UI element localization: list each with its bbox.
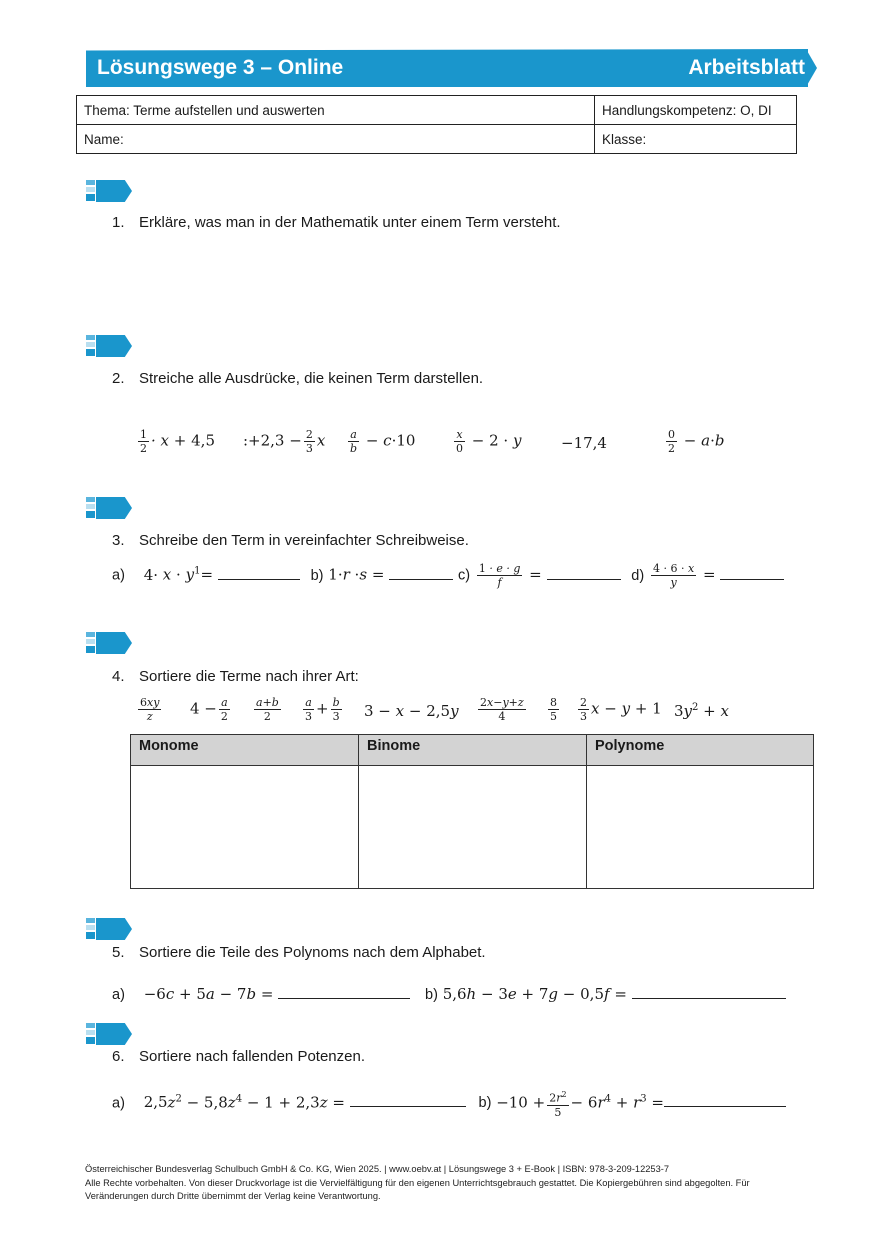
task-text: Erkläre, was man in der Mathematik unter einem Term versteht.	[139, 214, 561, 231]
footer-line-2: Alle Rechte vorbehalten. Von dieser Druckvorlage ist die Vervielfältigung für den eigenen Unterrichtsgebrauch gestattet. Die Kopiergebühren sind abgegolten. Für	[85, 1177, 750, 1188]
task-text: Sortiere die Terme nach ihrer Art:	[139, 668, 359, 685]
term-7: $\frac{8}{5}$	[550, 696, 557, 723]
answer-line[interactable]	[218, 565, 300, 580]
competence-cell: Handlungskompetenz: O, DI	[595, 96, 797, 125]
label-b: b)	[478, 1095, 492, 1112]
answer-line[interactable]	[389, 565, 453, 580]
label-a: a)	[112, 567, 125, 584]
footer-line-3: Veränderungen durch Dritte übernimmt der Verlag keine Verantwortung.	[85, 1191, 381, 1201]
task-6-row: a) $2,5z^2 - 5,8z^4 - 1 + 2,3z = b) -10$ + $\frac{2r^2}{5}$ − $6r^4 + r^3$ =	[112, 1088, 786, 1119]
label-a: a)	[112, 987, 125, 1003]
name-field[interactable]: Name:	[77, 125, 595, 154]
answer-cell-polynome[interactable]	[587, 766, 814, 889]
label-a: a)	[112, 1095, 125, 1112]
banner-arrow-tip	[806, 49, 817, 87]
column-header-monome: Monome	[131, 735, 359, 766]
task-3	[112, 532, 469, 549]
task-marker-icon	[86, 335, 138, 357]
answer-line[interactable]	[547, 565, 621, 580]
term-4: $\frac{a}{3}$ + $\frac{b}{3}$	[305, 696, 340, 723]
term-1: $\frac{6xy}{z}$	[140, 696, 160, 723]
footer	[85, 1163, 805, 1204]
task-marker-icon	[86, 1023, 138, 1045]
task-text: Schreibe den Term in vereinfachter Schreibweise.	[139, 532, 469, 549]
term-8: $\frac{2}{3}$ x − y + 1	[580, 696, 662, 723]
label-b: b)	[310, 567, 324, 584]
sort-table	[130, 734, 814, 889]
task-3-row: a) $4\cdot x \cdot y^1= b$) 1·r ·s = c) $\frac{1 \cdot e \cdot g}{f}$ = d) $\frac{4 \cdot 6 \cdot x}{y}$ =	[112, 562, 784, 589]
expression-1[interactable]: $\frac{1}{2}$ · x + 4,5	[140, 428, 215, 455]
task-2	[112, 370, 483, 387]
expression-3[interactable]: $\frac{a}{b}$ − c·10	[350, 428, 416, 455]
term-5: 3 − x − 2,5y	[364, 702, 459, 720]
task-number: 4.	[112, 668, 125, 685]
task-marker-icon	[86, 180, 138, 202]
topic-cell: Thema: Terme aufstellen und auswerten	[77, 96, 595, 125]
term-3: $\frac{a+b}{2}$	[256, 696, 279, 723]
info-table	[76, 95, 797, 154]
label-c: c)	[457, 567, 471, 584]
task-number: 2.	[112, 370, 125, 387]
expression-5[interactable]: −17,4	[561, 434, 607, 452]
expression-6[interactable]: $\frac{0}{2}$ − a·b	[668, 428, 725, 455]
task-marker-icon	[86, 497, 138, 519]
task-text: Streiche alle Ausdrücke, die keinen Term darstellen.	[139, 370, 484, 387]
task-number: 6.	[112, 1048, 125, 1065]
task-1	[112, 214, 561, 231]
task-text: Sortiere die Teile des Polynoms nach dem Alphabet.	[139, 944, 486, 961]
term-9: $3y^2 + x$	[674, 702, 729, 720]
expression-2[interactable]: :+2,3 − $\frac{2}{3}$ x	[243, 428, 326, 455]
task-5	[112, 944, 486, 961]
answer-line[interactable]	[350, 1092, 466, 1107]
worksheet-label: Arbeitsblatt	[688, 56, 805, 79]
term-6: $\frac{2x-y+z}{4}$	[480, 696, 524, 723]
page-title: Lösungswege 3 – Online	[97, 56, 344, 79]
term-2: 4 − $\frac{a}{2}$	[190, 696, 228, 723]
answer-cell-binome[interactable]	[359, 766, 587, 889]
answer-line[interactable]	[720, 565, 784, 580]
answer-line[interactable]	[632, 984, 786, 999]
footer-line-1: Österreichischer Bundesverlag Schulbuch GmbH & Co. KG, Wien 2025. | www.oebv.at | Lösungswege 3 + E-Book | ISBN: 978-3-209-12253-7	[85, 1164, 670, 1174]
column-header-polynome: Polynome	[587, 735, 814, 766]
answer-line[interactable]	[278, 984, 410, 999]
expression-4[interactable]: $\frac{x}{0}$ − 2 · y	[456, 428, 522, 455]
answer-line[interactable]	[664, 1092, 786, 1107]
task-text: Sortiere nach fallenden Potenzen.	[139, 1048, 365, 1065]
class-field[interactable]: Klasse:	[595, 125, 797, 154]
task-marker-icon	[86, 918, 138, 940]
task-number: 1.	[112, 214, 125, 231]
task-number: 3.	[112, 532, 125, 549]
answer-cell-monome[interactable]	[131, 766, 359, 889]
task-marker-icon	[86, 632, 138, 654]
label-d: d)	[631, 567, 645, 584]
column-header-binome: Binome	[359, 735, 587, 766]
label-b: b)	[425, 987, 438, 1003]
task-number: 5.	[112, 944, 125, 961]
task-5-row: a) −6c + 5a − 7b = b) 5,6h − 3e + 7g − 0,5f =	[112, 984, 786, 1003]
task-4	[112, 668, 359, 685]
task-6	[112, 1048, 365, 1065]
